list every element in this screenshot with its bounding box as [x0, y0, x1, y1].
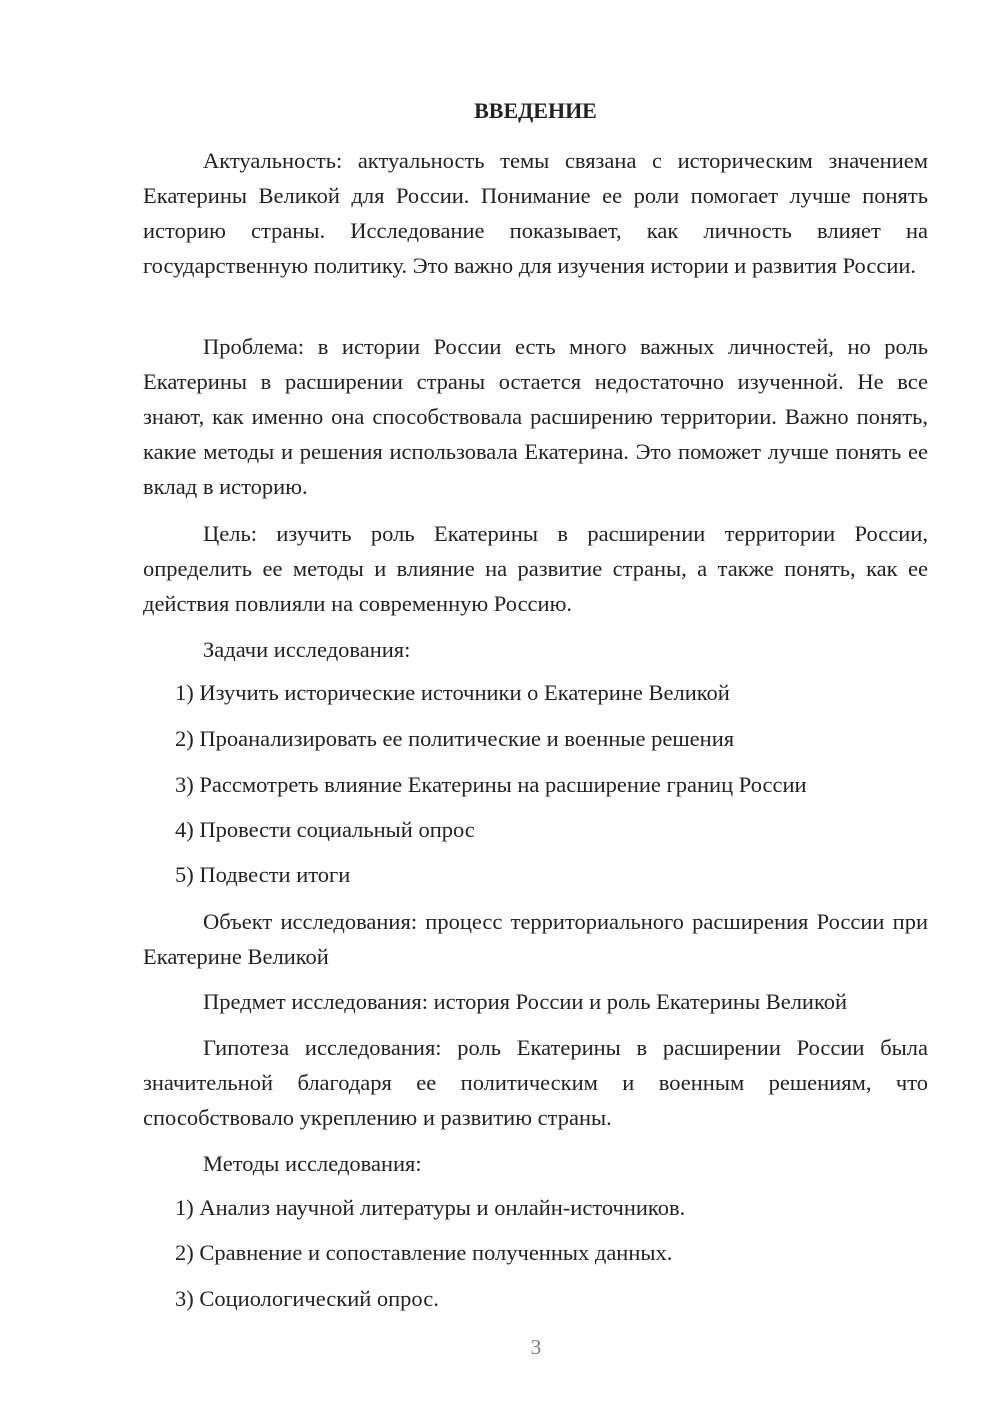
section-title: ВВЕДЕНИЕ: [474, 98, 597, 123]
paragraph-subject: Предмет исследования: история России и роль Екатерины Великой: [203, 989, 848, 1014]
tasks-heading: Задачи исследования:: [203, 637, 411, 662]
paragraph-hypothesis: Гипотеза исследования: роль Екатерины в расширении России была значительной благодаря ее политическим и военным решениям, что способствовало укреплению и развитию страны.: [143, 1035, 928, 1130]
paragraph-object: Объект исследования: процесс территориального расширения России при Екатерине Великой: [143, 909, 928, 969]
task-item: 2) Проанализировать ее политические и военные решения: [175, 726, 735, 751]
method-item: 3) Социологический опрос.: [175, 1286, 439, 1311]
page-number: 3: [530, 1335, 542, 1359]
paragraph-problem: Проблема: в истории России есть много важных личностей, но роль Екатерины в расширении страны остается недостаточно изученной. Не все знают, как именно она способствовала расширению территории. Важно понять, какие методы и решения использовала Екатерина. Это поможет лучше понять ее вклад в историю.: [143, 334, 928, 499]
task-item: 1) Изучить исторические источники о Екатерине Великой: [175, 680, 730, 705]
method-item: 1) Анализ научной литературы и онлайн-источников.: [175, 1195, 686, 1220]
task-item: 4) Провести социальный опрос: [175, 817, 475, 842]
methods-heading: Методы исследования:: [203, 1151, 422, 1176]
paragraph-goal: Цель: изучить роль Екатерины в расширении территории России, определить ее методы и влияние на развитие страны, а также понять, как ее действия повлияли на современную Россию.: [143, 521, 928, 616]
task-item: 5) Подвести итоги: [175, 862, 351, 887]
task-item: 3) Рассмотреть влияние Екатерины на расширение границ России: [175, 772, 807, 797]
method-item: 2) Сравнение и сопоставление полученных данных.: [175, 1240, 673, 1265]
paragraph-relevance: Актуальность: актуальность темы связана с историческим значением Екатерины Великой для России. Понимание ее роли помогает лучше понять историю страны. Исследование показывает, как личность влияет на государственную политику. Это важно для изучения истории и развития России.: [143, 148, 928, 278]
